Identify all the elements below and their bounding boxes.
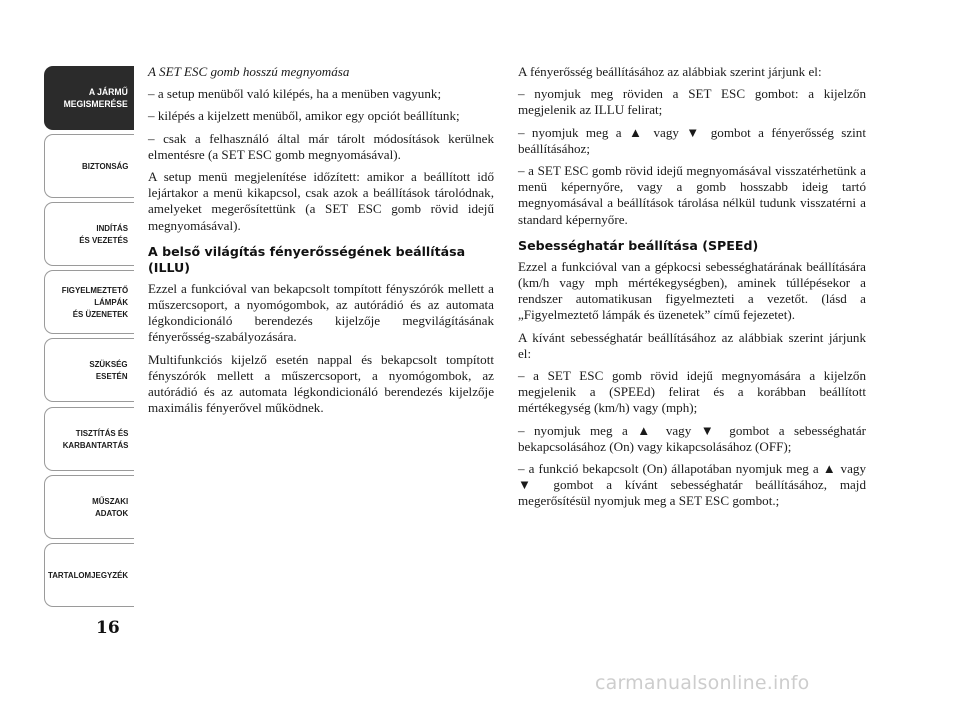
paragraph: Ezzel a funkcióval van bekapcsolt tompított fényszórók mellett a műszercsoport, a nyomógombok, az autórádió és az automata légkondicionáló berendezés kijelzője megvilágításának fényerősség-szabályozására. [148, 280, 494, 345]
paragraph: – kilépés a kijelzett menüből, amikor egy opciót beállítunk; [148, 108, 460, 124]
paragraph: A SET ESC gomb hosszú megnyomása [148, 64, 350, 79]
tab-tisztitas-es-karbantartas[interactable] [44, 407, 134, 471]
tab-tartalomjegyzek[interactable] [44, 543, 134, 607]
tab-a-jarmu-megismerese[interactable] [44, 66, 134, 130]
paragraph: – nyomjuk meg röviden a SET ESC gombot: a kijelzőn megjelenik az ILLU felirat; [518, 86, 866, 118]
tab-inditas-es-vezetes[interactable] [44, 202, 134, 266]
tab-label: FIGYELMEZTETŐ LÁMPÁK ÉS ÜZENETEK [61, 285, 128, 319]
paragraph: Ezzel a funkcióval van a gépkocsi sebességhatárának beállítására (km/h vagy mph mértékegységben), aminek túllépésekor a rendszer automatikusan figyelmezteti a vezetőt. (lásd a „Figyelmeztető lámpák és üzenetek” című fejezetet). [518, 258, 866, 323]
paragraph: – nyomjuk meg a ▲ vagy ▼ gombot a sebességhatár bekapcsolásához (On) vagy kikapcsolásához (OFF); [518, 422, 866, 454]
paragraph: – a SET ESC gomb rövid idejű megnyomásával visszatérhetünk a menü képernyőre, vagy a gomb hosszabb ideig tartó megnyomásával a beállítások tárolása nélkül tudunk visszatérni a standard képernyőre. [518, 163, 866, 227]
watermark: carmanualsonline.info [595, 672, 810, 694]
paragraph: A kívánt sebességhatár beállításához az alábbiak szerint járjunk el: [518, 329, 866, 361]
tab-label: BIZTONSÁG [81, 161, 128, 171]
right-column [518, 64, 866, 516]
tab-label: TARTALOMJEGYZÉK [47, 570, 128, 580]
paragraph: A fényerősség beállításához az alábbiak szerint járjunk el: [518, 64, 822, 79]
paragraph: – csak a felhasználó által már tárolt módosítások kerülnek elmentésre (a SET ESC gomb megnyomásával). [148, 130, 494, 162]
tab-muszaki-adatok[interactable] [44, 475, 134, 539]
tab-figyelmezteto-lampak[interactable] [44, 270, 134, 334]
tab-label: MŰSZAKI ADATOK [91, 496, 128, 518]
tab-szukseg-eseten[interactable] [44, 338, 134, 402]
section-heading: A belső világítás fényerősségének beállítása (ILLU) [148, 243, 466, 275]
tab-biztonsag[interactable] [44, 134, 134, 198]
page-number: 16 [96, 618, 120, 638]
tab-label: SZÜKSÉG ESETÉN [89, 359, 128, 381]
left-column [148, 64, 494, 422]
tab-label: TISZTÍTÁS ÉS KARBANTARTÁS [62, 428, 128, 450]
paragraph: Multifunkciós kijelző esetén nappal és bekapcsolt tompított fényszórók mellett a műszercsoport, a nyomógombok, az autórádió és az automata légkondicionáló berendezés kijelzője maximális fényerővel működnek. [148, 351, 494, 416]
section-heading: Sebességhatár beállítása (SPEEd) [518, 237, 759, 253]
paragraph: – a SET ESC gomb rövid idejű megnyomására a kijelzőn megjelenik a (SPEEd) felirat és a korábban beállított mértékegység (km/h) vagy (mph); [518, 368, 866, 416]
paragraph: – a funkció bekapcsolt (On) állapotában nyomjuk meg a ▲ vagy ▼ gombot a kívánt sebességhatár beállításához, majd megerősítésül nyomjuk meg a SET ESC gombot.; [518, 461, 866, 509]
tab-label: A JÁRMŰ MEGISMERÉSE [63, 86, 128, 109]
paragraph: – a setup menüből való kilépés, ha a menüben vagyunk; [148, 86, 442, 102]
paragraph: – nyomjuk meg a ▲ vagy ▼ gombot a fényerősség szint beállításához; [518, 124, 866, 156]
tab-label: INDÍTÁS ÉS VEZETÉS [79, 223, 128, 245]
paragraph: A setup menü megjelenítése időzített: amikor a beállított idő lejártakor a menü kikapcsol, csak azok a beállítások tárolódnak, amelyeket megerősítettünk (a SET ESC gomb rövid idejű megnyomásával). [148, 169, 494, 233]
